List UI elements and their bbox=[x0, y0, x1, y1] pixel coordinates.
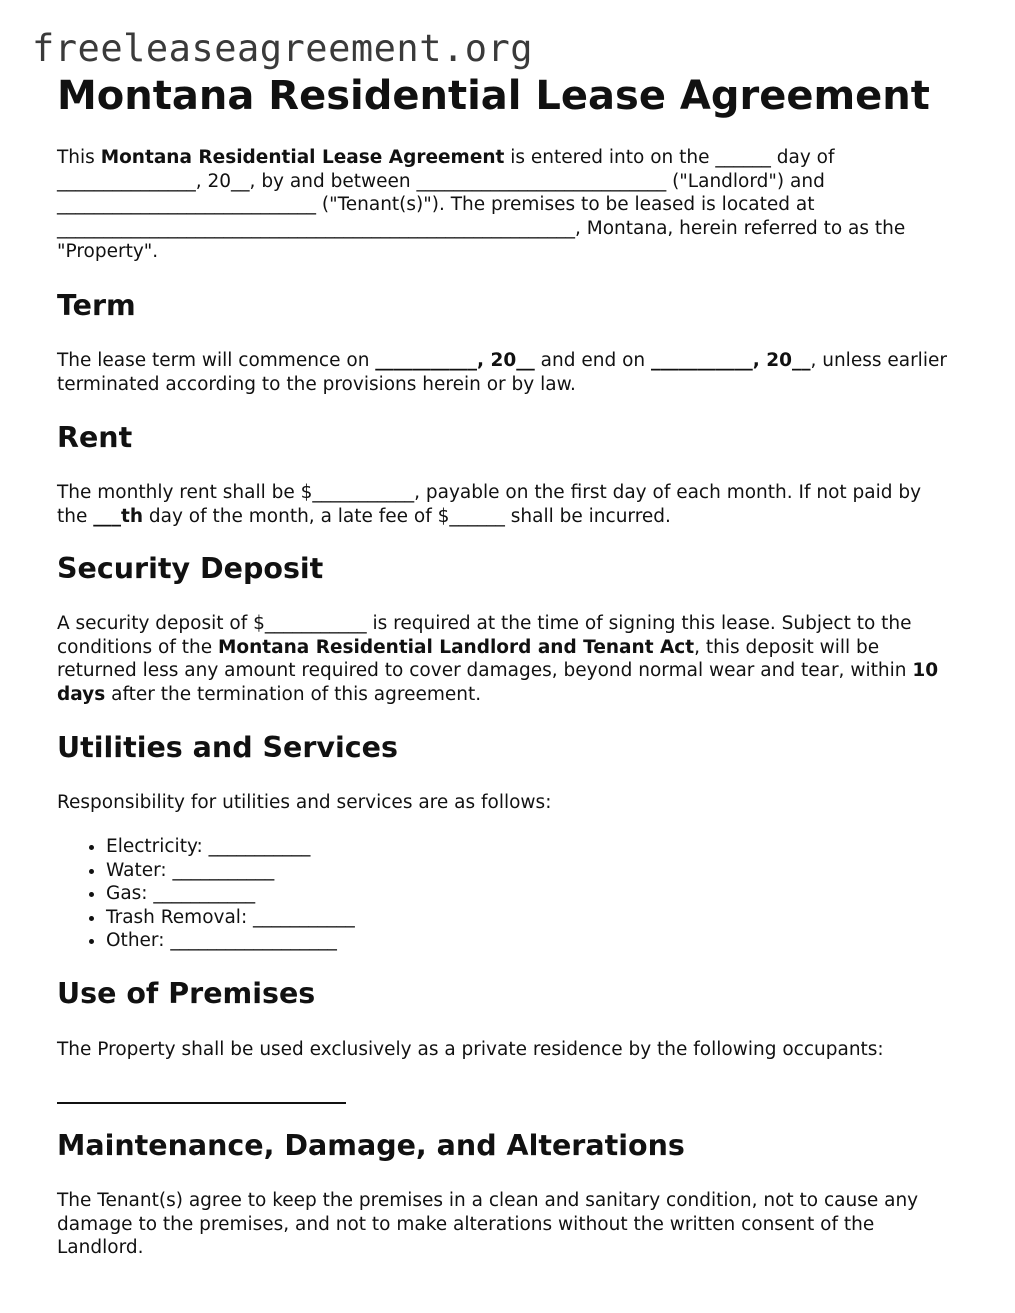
deposit-paragraph: A security deposit of $___________ is required at the time of signing this lease. Subject to the conditions of the Montana Residential Landlord and Tenant Act, this deposit will be returned less any amount required to cover damages, beyond normal wear and tear, within 10 days after the termination of this agreement. bbox=[57, 613, 939, 705]
rent-heading: Rent bbox=[57, 421, 133, 454]
maintenance-section bbox=[57, 1129, 957, 1163]
premises-body bbox=[57, 1038, 957, 1062]
occupants-blank-line bbox=[57, 1084, 346, 1104]
premises-heading: Use of Premises bbox=[57, 977, 316, 1010]
document-title: Montana Residential Lease Agreement bbox=[57, 73, 930, 119]
occupants-blank-wrap bbox=[57, 1084, 957, 1108]
utilities-list bbox=[57, 835, 957, 953]
utility-item-water: • Water: ___________ bbox=[106, 859, 957, 883]
deposit-heading: Security Deposit bbox=[57, 552, 324, 585]
utility-item-other: • Other: __________________ bbox=[106, 929, 957, 953]
deposit-body bbox=[57, 612, 957, 706]
term-heading: Term bbox=[57, 289, 136, 322]
utilities-intro: Responsibility for utilities and services are as follows: bbox=[57, 792, 552, 813]
utilities-body bbox=[57, 791, 957, 815]
site-watermark: freeleaseagreement.org bbox=[32, 27, 534, 70]
utilities-list-wrap bbox=[57, 835, 957, 953]
term-body bbox=[57, 349, 957, 396]
utility-item-electricity: • Electricity: ___________ bbox=[106, 835, 957, 859]
maintenance-heading: Maintenance, Damage, and Alterations bbox=[57, 1129, 685, 1162]
intro-section bbox=[57, 146, 957, 264]
intro-paragraph: This Montana Residential Lease Agreement is entered into on the ______ day of _______________, 20__, by and between ___________________________ ("Landlord") and ____________________________ ("Tenant(s)"). The premises to be leased is located at ________________________________________________________, Montana, herein referred to as the "Property". bbox=[57, 147, 906, 263]
deposit-section bbox=[57, 552, 957, 586]
term-section bbox=[57, 289, 957, 323]
utility-item-gas: • Gas: ___________ bbox=[106, 882, 957, 906]
rent-section bbox=[57, 421, 957, 455]
premises-paragraph: The Property shall be used exclusively as a private residence by the following occupants: bbox=[57, 1039, 884, 1060]
utilities-heading: Utilities and Services bbox=[57, 731, 398, 764]
utilities-section bbox=[57, 731, 957, 765]
maintenance-paragraph: The Tenant(s) agree to keep the premises in a clean and sanitary condition, not to cause any damage to the premises, and not to make alterations without the written consent of the Landlord. bbox=[57, 1190, 919, 1259]
premises-section bbox=[57, 977, 957, 1011]
rent-body bbox=[57, 481, 957, 528]
utility-item-trash: • Trash Removal: ___________ bbox=[106, 906, 957, 930]
maintenance-body bbox=[57, 1189, 957, 1260]
rent-paragraph: The monthly rent shall be $___________, payable on the first day of each month. If not paid by the ___th day of the month, a late fee of $______ shall be incurred. bbox=[57, 482, 922, 527]
term-paragraph: The lease term will commence on ___________, 20__ and end on ___________, 20__, unless earlier terminated according to the provisions herein or by law. bbox=[57, 350, 947, 395]
